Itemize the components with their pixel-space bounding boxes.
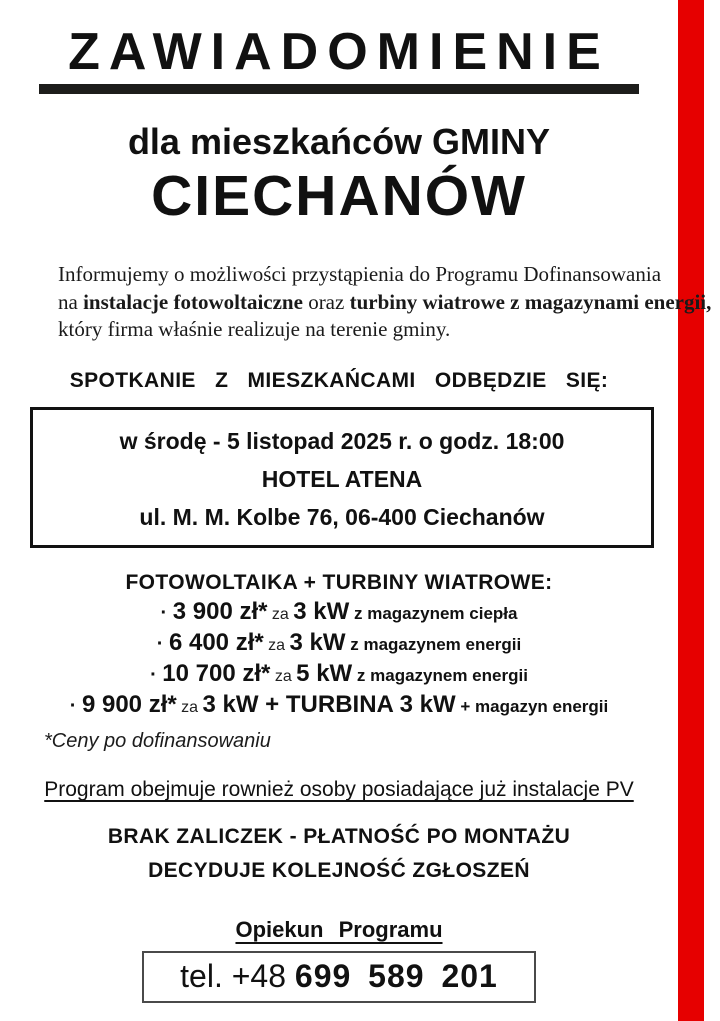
offer-suffix: z magazynem energii	[345, 635, 522, 654]
intro-bold-pv: instalacje fotowoltaiczne	[83, 289, 303, 314]
red-accent-stripe	[678, 0, 704, 1021]
bullet-icon: ·	[160, 602, 173, 624]
intro-line-2	[58, 289, 712, 317]
offer-heading: FOTOWOLTAIKA + TURBINY WIATROWE:	[125, 571, 553, 594]
intro-line-3: który firma właśnie realizuje na terenie gminy.	[58, 317, 451, 342]
bullet-icon: ·	[156, 633, 169, 655]
intro-line-1: Informujemy o możliwości przystąpienia do Programu Dofinansowania	[58, 261, 662, 286]
offer-power: 5 kW	[296, 660, 353, 687]
price-footnote: *Ceny po dofinansowaniu	[44, 730, 271, 752]
phone-number: 699 589 201	[294, 958, 498, 994]
offer-za-label: za	[270, 668, 297, 685]
meeting-venue: HOTEL ATENA	[261, 466, 423, 492]
title-underline	[39, 84, 639, 94]
meeting-address: ul. M. M. Kolbe 76, 06-400 Ciechanów	[139, 504, 545, 530]
offer-item	[0, 631, 678, 655]
phone-prefix: tel. +48	[180, 958, 295, 994]
meeting-date: w środę - 5 listopad 2025 r. o godz. 18:00	[119, 428, 565, 454]
offer-suffix: + magazyn energii	[455, 697, 609, 716]
subtitle: dla mieszkańców GMINY	[127, 121, 551, 162]
offer-item	[0, 662, 678, 686]
offer-item	[0, 693, 678, 717]
intro-line-2-mid: oraz	[302, 289, 350, 314]
offer-za-label: za	[267, 606, 294, 623]
no-deposit-line: BRAK ZALICZEK - PŁATNOŚĆ PO MONTAŻU	[107, 825, 571, 848]
bullet-icon: ·	[69, 695, 82, 717]
city-name: CIECHANÓW	[151, 164, 527, 228]
meeting-details-box	[30, 407, 654, 548]
offer-price: 9 900 zł*	[81, 691, 177, 718]
offer-suffix: z magazynem ciepła	[349, 604, 518, 623]
order-line: DECYDUJE KOLEJNOŚĆ ZGŁOSZEŃ	[148, 859, 530, 882]
offer-price: 10 700 zł*	[162, 660, 271, 687]
page-title: ZAWIADOMIENIE	[68, 23, 610, 81]
phone-box	[142, 951, 536, 1003]
offer-price: 3 900 zł*	[172, 598, 268, 625]
contact-heading: Opiekun Programu	[235, 917, 443, 942]
offer-suffix: z magazynem energii	[352, 666, 528, 685]
intro-bold-turbines: turbiny wiatrowe z magazynami energii,	[349, 289, 712, 314]
intro-paragraph	[58, 261, 712, 344]
offer-power: 3 kW	[289, 629, 346, 656]
offer-power: 3 kW + TURBINA 3 kW	[202, 691, 456, 718]
offer-za-label: za	[263, 637, 290, 654]
offer-power: 3 kW	[293, 598, 350, 625]
intro-line-2-pre: na	[58, 289, 84, 314]
offer-price: 6 400 zł*	[168, 629, 264, 656]
offer-item	[0, 600, 678, 624]
bullet-icon: ·	[150, 664, 163, 686]
meeting-heading: SPOTKANIE Z MIESZKAŃCAMI ODBĘDZIE SIĘ:	[69, 369, 609, 392]
pv-owners-note: Program obejmuje rownież osoby posiadające już instalacje PV	[44, 778, 634, 801]
offer-za-label: za	[176, 699, 203, 716]
